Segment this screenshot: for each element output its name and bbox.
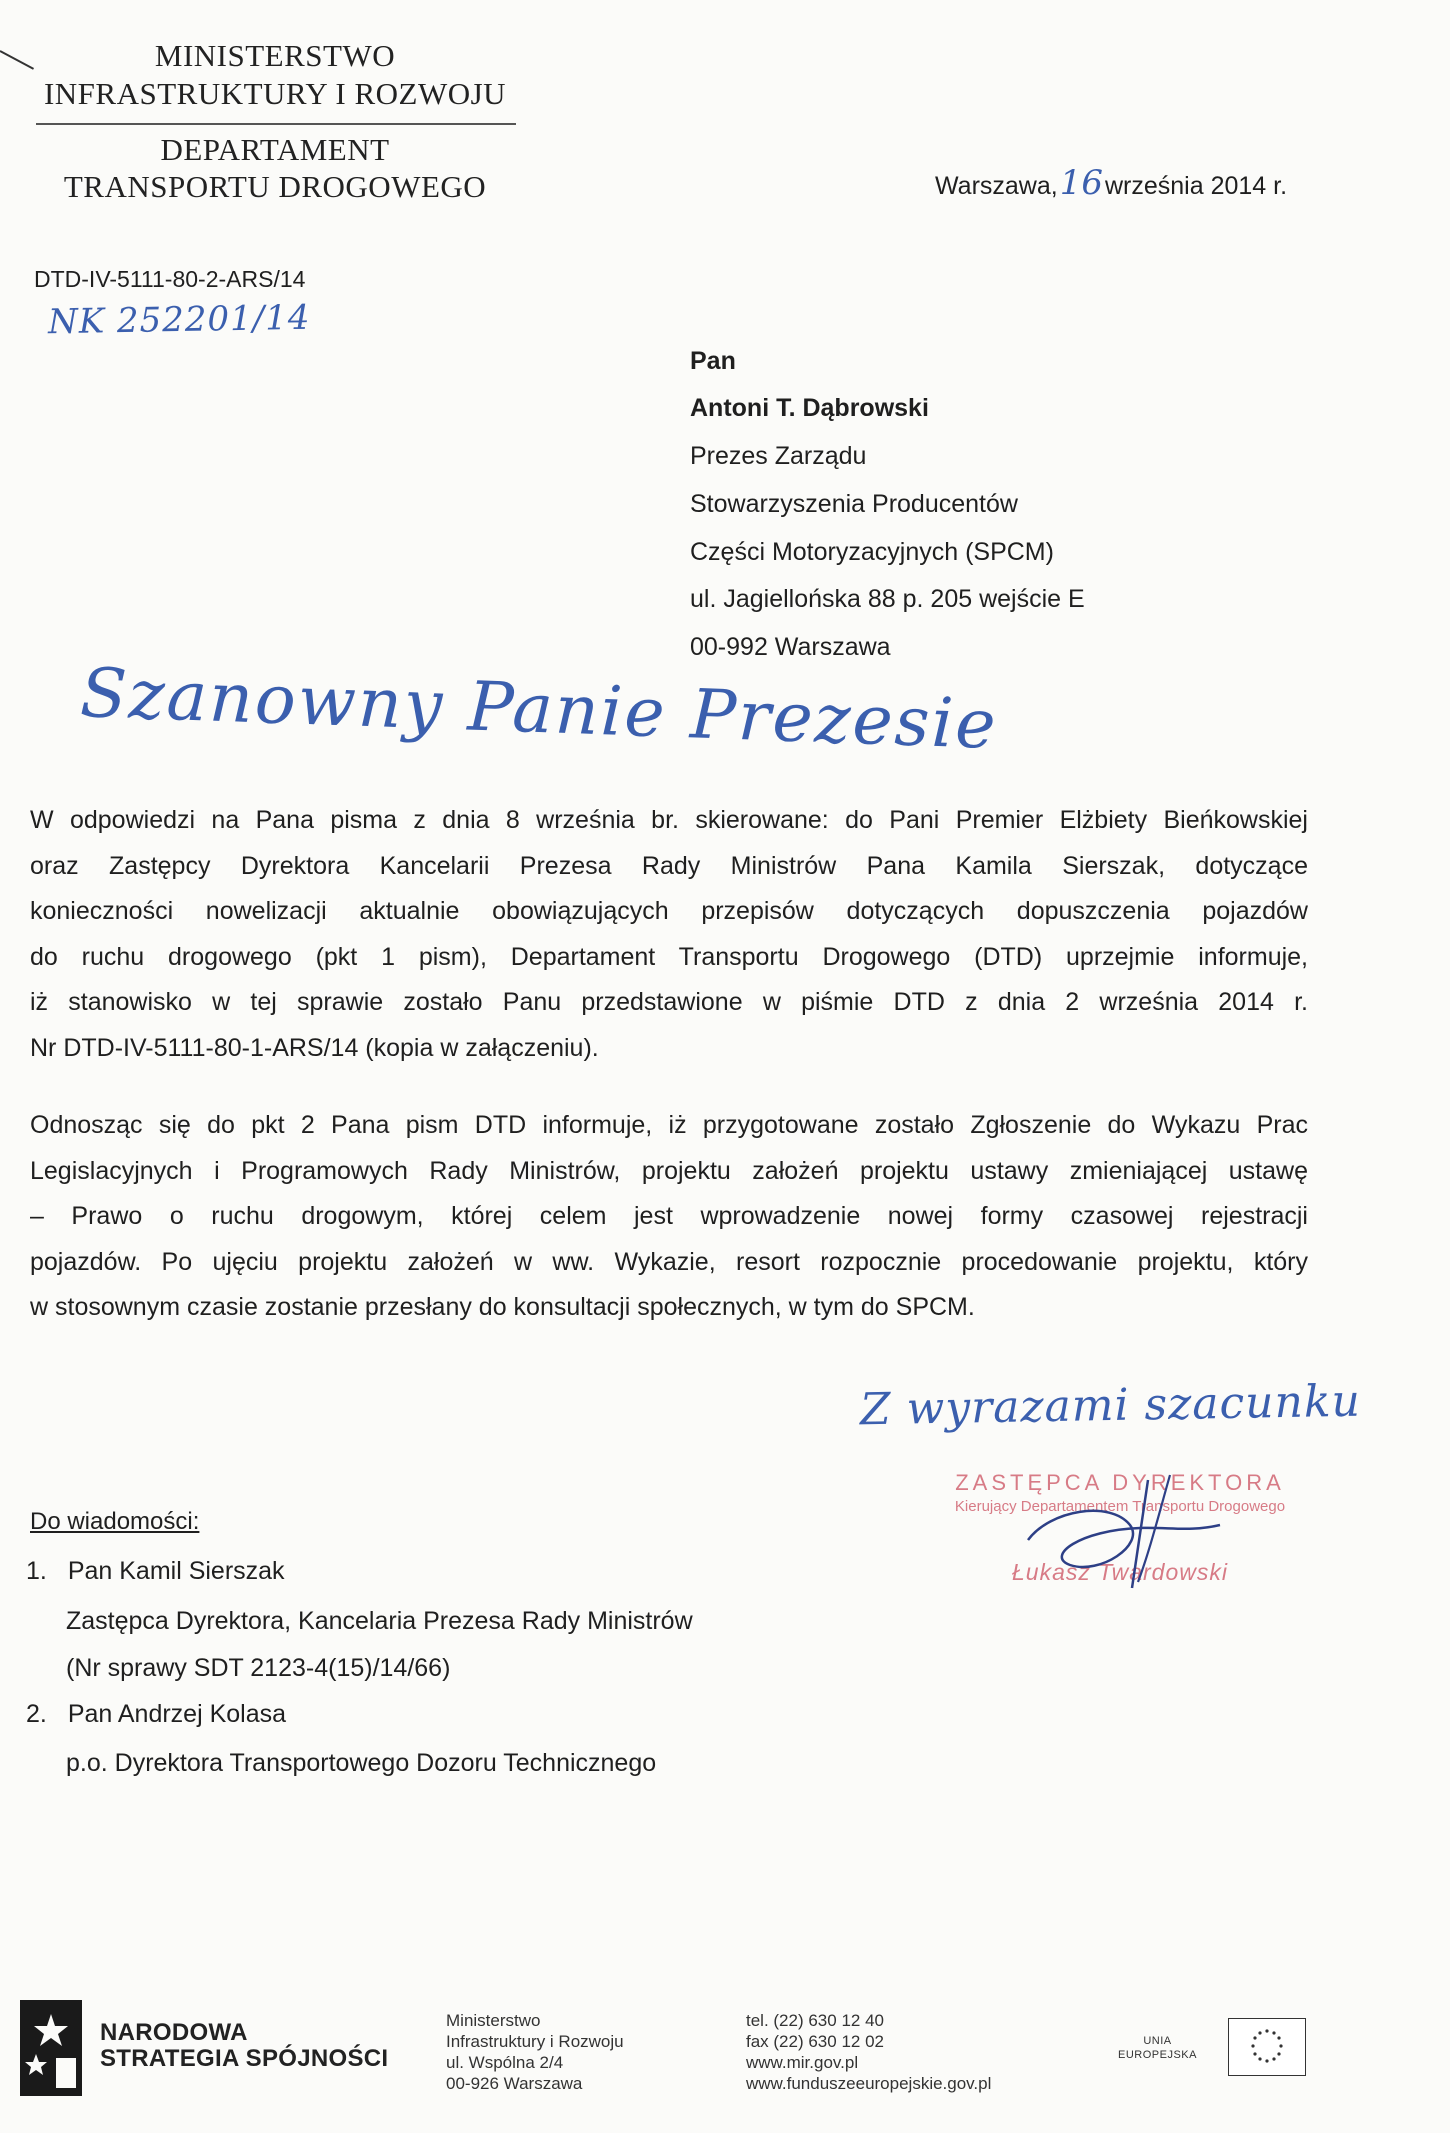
- cc-detail: p.o. Dyrektora Transportowego Dozoru Technicznego: [66, 1749, 657, 1777]
- paragraph-line: do ruchu drogowego (pkt 1 pism), Departament Transportu Drogowego (DTD) uprzejmie informuje,: [30, 942, 1308, 971]
- cc-number: 2.: [26, 1700, 47, 1728]
- nss-logo-text: [100, 2020, 388, 2072]
- nss-line: STRATEGIA SPÓJNOŚCI: [100, 2045, 389, 2072]
- signature-icon: [1020, 1470, 1240, 1600]
- footer-address: [446, 2010, 624, 2094]
- eu-label-line: UNIA: [1143, 2035, 1172, 2047]
- paragraph-line: Odnosząc się do pkt 2 Pana pism DTD informuje, iż przygotowane zostało Zgłoszenie do Wykazu Prac: [30, 1111, 1308, 1139]
- paragraph-line: – Prawo o ruchu drogowym, której celem jest wprowadzenie nowej formy czasowej rejestracji: [30, 1202, 1308, 1230]
- cc-name: Pan Andrzej Kolasa: [67, 1700, 287, 1728]
- footer-website: www.funduszeeuropejskie.gov.pl: [746, 2074, 992, 2093]
- nss-logo-icon: [20, 2000, 82, 2096]
- addressee-line: Prezes Zarządu: [690, 442, 867, 470]
- department-name-line-2: TRANSPORTU DROGOWEGO: [63, 169, 487, 204]
- eu-label: [1118, 2034, 1197, 2062]
- cc-item-2: [26, 1700, 286, 1729]
- stamp-subtitle: Kierujący Departamentem Transportu Drogowego: [954, 1498, 1286, 1515]
- paragraph-line: w stosownym czasie zostanie przesłany do konsultacji społecznych, w tym do SPCM.: [30, 1293, 975, 1321]
- addressee-line: Stowarzyszenia Producentów: [690, 490, 1018, 518]
- eu-label-line: EUROPEJSKA: [1118, 2049, 1197, 2061]
- ministry-name-line-1: MINISTERSTWO: [154, 38, 396, 73]
- letter-date: [935, 163, 1287, 203]
- cc-detail: Zastępca Dyrektora, Kancelaria Prezesa Rady Ministrów: [66, 1607, 693, 1635]
- footer-address-line: ul. Wspólna 2/4: [446, 2053, 564, 2072]
- addressee-line: 00-992 Warszawa: [690, 633, 891, 661]
- paragraph-line: oraz Zastępcy Dyrektora Kancelarii Prezesa Rady Ministrów Pana Kamila Sierszak, dotyczące: [30, 851, 1308, 880]
- paragraph-line: W odpowiedzi na Pana pisma z dnia 8 września br. skierowane: do Pani Premier Elżbiety Bieńkowskiej: [30, 806, 1308, 834]
- cc-item-1: [26, 1557, 285, 1586]
- handwritten-reference: NK 252201/14: [47, 297, 311, 343]
- cc-number: 1.: [26, 1557, 47, 1585]
- footer-phone: tel. (22) 630 12 40: [746, 2011, 884, 2030]
- cc-name: Pan Kamil Sierszak: [67, 1557, 285, 1585]
- footer-fax: fax (22) 630 12 02: [746, 2032, 884, 2051]
- addressee-line: ul. Jagiellońska 88 p. 205 wejście E: [690, 585, 1085, 613]
- footer-website: www.mir.gov.pl: [746, 2053, 859, 2072]
- date-place: Warszawa,: [935, 172, 1058, 200]
- paragraph-line: Nr DTD-IV-5111-80-1-ARS/14 (kopia w załączeniu).: [30, 1033, 599, 1062]
- paragraph-line: Legislacyjnych i Programowych Rady Ministrów, projektu założeń projektu ustawy zmieniającej ustawę: [30, 1156, 1308, 1185]
- cc-title: Do wiadomości:: [30, 1508, 200, 1535]
- date-day-handwritten: 16: [1059, 163, 1103, 203]
- eu-flag-icon: [1228, 2018, 1306, 2076]
- stamp-title: ZASTĘPCA DYREKTORA: [955, 1470, 1285, 1495]
- header-divider: [36, 123, 516, 125]
- date-rest: września 2014 r.: [1104, 172, 1288, 200]
- footer-address-line: Ministerstwo: [446, 2011, 541, 2030]
- addressee-line: Części Motoryzacyjnych (SPCM): [690, 538, 1054, 566]
- cc-detail: (Nr sprawy SDT 2123-4(15)/14/66): [66, 1654, 451, 1682]
- stamp-name: Łukasz Twardowski: [1012, 1559, 1228, 1585]
- footer-contact: [746, 2010, 991, 2094]
- handwritten-closing: Z wyrazami szacunku: [859, 1375, 1362, 1436]
- ministry-name-line-2: INFRASTRUKTURY I ROZWOJU: [43, 76, 507, 111]
- footer-address-line: 00-926 Warszawa: [446, 2074, 583, 2093]
- paragraph-line: konieczności nowelizacji aktualnie obowiązujących przepisów dotyczących dopuszczenia pojazdów: [30, 897, 1308, 925]
- department-name-line-1: DEPARTAMENT: [160, 132, 390, 167]
- body-paragraph-2: [30, 1103, 1308, 1331]
- addressee-name: Antoni T. Dąbrowski: [690, 394, 929, 422]
- paragraph-line: pojazdów. Po ujęciu projektu założeń w ww. Wykazie, resort rozpocznie procedowanie projektu, który: [30, 1247, 1308, 1276]
- paragraph-line: iż stanowisko w tej sprawie zostało Panu przedstawione w piśmie DTD z dnia 2 września 2014 r.: [30, 988, 1308, 1016]
- reference-number: DTD-IV-5111-80-2-ARS/14: [34, 266, 306, 292]
- nss-line: NARODOWA: [100, 2019, 248, 2046]
- footer-address-line: Infrastruktury i Rozwoju: [446, 2032, 624, 2051]
- body-paragraph-1: [30, 798, 1308, 1071]
- addressee-salutation: Pan: [690, 347, 736, 375]
- handwritten-greeting: Szanowny Panie Prezesie: [78, 654, 999, 765]
